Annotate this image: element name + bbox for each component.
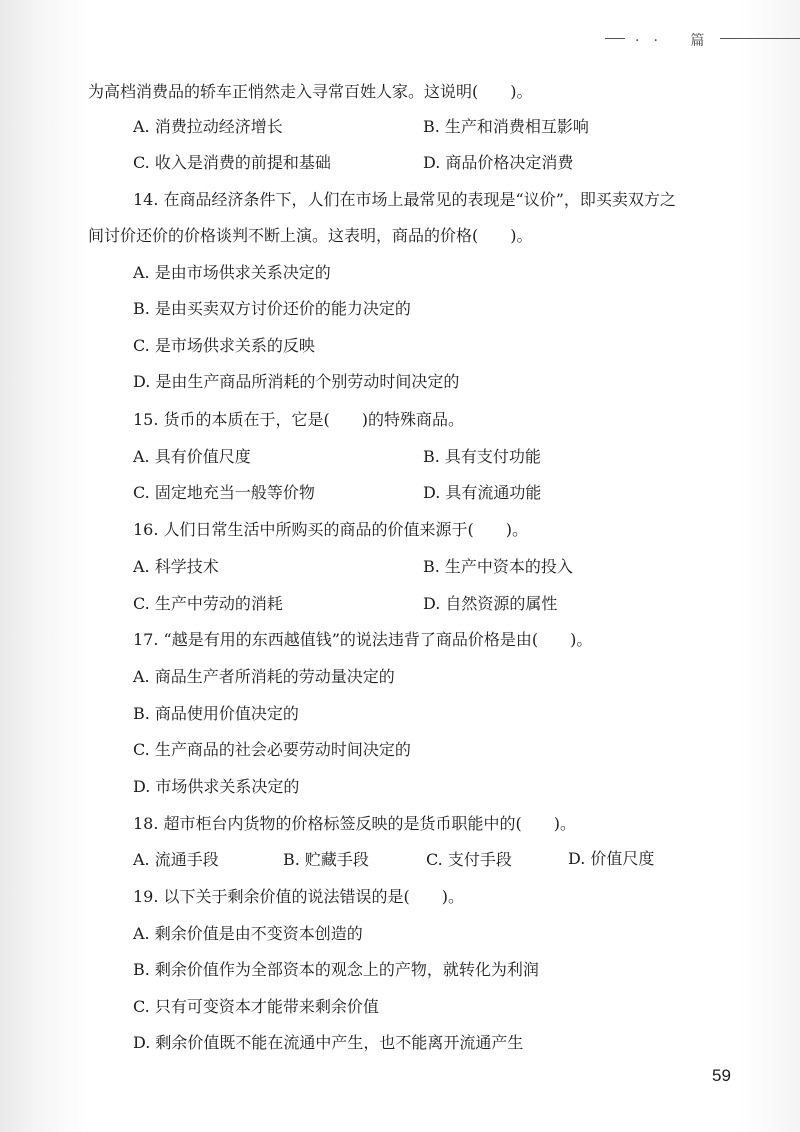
q15-option-c: C. 固定地充当一般等价物 (133, 483, 315, 502)
q18-option-c: C. 支付手段 (426, 850, 512, 869)
q18-stem: 18. 超市柜台内货物的价格标签反映的是货币职能中的( )。 (133, 814, 577, 833)
q15-options-row1 (133, 447, 733, 467)
q16-options-row1 (133, 557, 733, 577)
header-marks: ·· 篇 (635, 33, 719, 49)
q19-option-c: C. 只有可变资本才能带来剩余价值 (133, 997, 379, 1016)
q16-option-a: A. 科学技术 (133, 557, 219, 576)
q15-options-row2 (133, 483, 733, 503)
q17-option-a: A. 商品生产者所消耗的劳动量决定的 (133, 667, 395, 686)
q18-option-b: B. 贮藏手段 (283, 850, 369, 869)
q16-stem: 16. 人们日常生活中所购买的商品的价值来源于( )。 (133, 520, 529, 539)
q19-option-a: A. 剩余价值是由不变资本创造的 (133, 924, 363, 943)
q17-stem: 17. “越是有用的东西越值钱”的说法违背了商品价格是由( )。 (133, 630, 593, 649)
q14-option-b: B. 是由买卖双方讨价还价的能力决定的 (133, 299, 411, 318)
running-header (605, 33, 800, 49)
page-number: 59 (712, 1066, 731, 1085)
q17-option-c: C. 生产商品的社会必要劳动时间决定的 (133, 740, 411, 759)
q18-option-a: A. 流通手段 (133, 850, 219, 869)
header-rule-right (720, 38, 800, 39)
q17-option-d: D. 市场供求关系决定的 (133, 777, 300, 796)
q13-option-c: C. 收入是消费的前提和基础 (133, 153, 331, 172)
q15-option-b: B. 具有支付功能 (423, 447, 541, 466)
q18-option-d: D. 价值尺度 (568, 849, 655, 868)
q19-option-d: D. 剩余价值既不能在流通中产生，也不能离开流通产生 (133, 1033, 524, 1052)
q19-option-b: B. 剩余价值作为全部资本的观念上的产物，就转化为利润 (133, 960, 539, 979)
q16-option-b: B. 生产中资本的投入 (423, 557, 573, 576)
q16-option-d: D. 自然资源的属性 (423, 594, 558, 613)
q17-option-b: B. 商品使用价值决定的 (133, 704, 299, 723)
q13-option-a: A. 消费拉动经济增长 (133, 117, 283, 136)
q15-option-d: D. 具有流通功能 (423, 483, 542, 502)
q14-option-c: C. 是市场供求关系的反映 (133, 336, 315, 355)
q14-stem-line2: 间讨价还价的价格谈判不断上演。这表明，商品的价格( )。 (88, 226, 533, 245)
header-rule-left (605, 38, 625, 39)
q14-stem-line1: 14. 在商品经济条件下，人们在市场上最常见的表现是“议价”，即买卖双方之 (133, 190, 676, 209)
q13-options-row1 (133, 117, 733, 137)
q15-option-a: A. 具有价值尺度 (133, 447, 251, 466)
q13-option-b: B. 生产和消费相互影响 (423, 117, 589, 136)
q16-option-c: C. 生产中劳动的消耗 (133, 594, 283, 613)
q19-stem: 19. 以下关于剩余价值的说法错误的是( )。 (133, 887, 465, 906)
q14-option-a: A. 是由市场供求关系决定的 (133, 263, 331, 282)
q16-options-row2 (133, 594, 733, 614)
q15-stem: 15. 货币的本质在于，它是( )的特殊商品。 (133, 410, 465, 429)
q13-option-d: D. 商品价格决定消费 (423, 153, 574, 172)
q13-options-row2 (133, 153, 733, 173)
q14-option-d: D. 是由生产商品所消耗的个别劳动时间决定的 (133, 372, 460, 391)
q13-stem-continued: 为高档消费品的轿车正悄然走入寻常百姓人家。这说明( )。 (88, 82, 533, 101)
